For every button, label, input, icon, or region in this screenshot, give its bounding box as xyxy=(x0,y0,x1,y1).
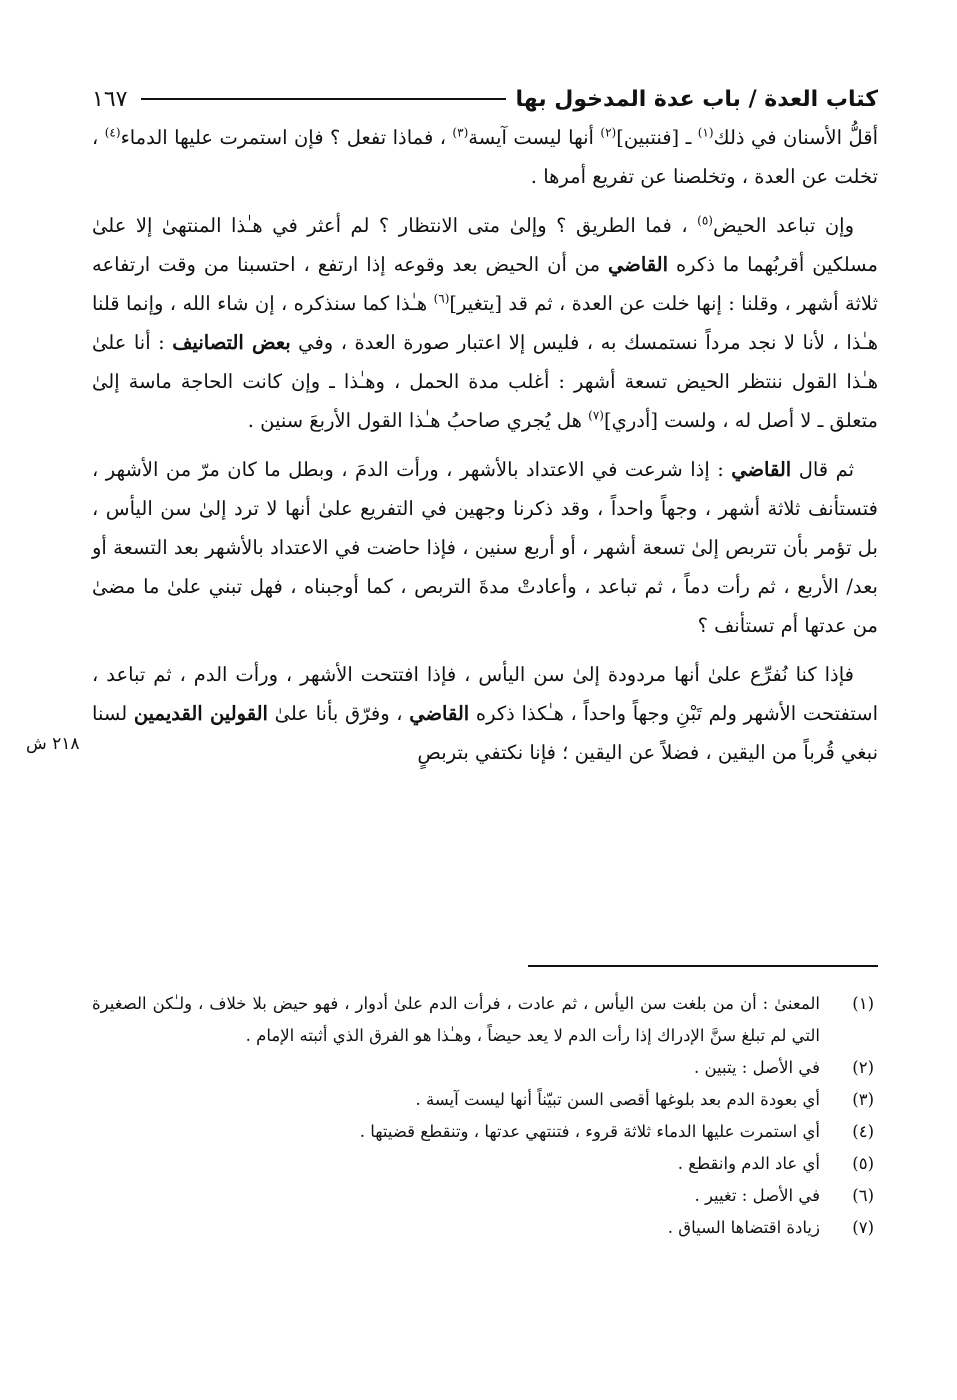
footnote-number: (٢) xyxy=(852,1058,874,1077)
footnote-item xyxy=(92,1212,878,1244)
text-segment: فإذا كنا نُفرِّع علىٰ أنها مردودة إلىٰ سن اليأس ، فإذا افتتحت الأشهر ، ورأت الدم ، ثم تباعد ، استفتحت الأشهر ولم تَبْنِ وجهاً واحداً ، هـٰكذا ذكره xyxy=(92,663,878,725)
footnote-item xyxy=(92,988,878,1052)
footnote-item xyxy=(92,1148,878,1180)
running-title: كتاب العدة / باب عدة المدخول بها xyxy=(515,87,878,112)
text-segment: ، فماذا تفعل ؟ فإن استمرت عليها الدماء xyxy=(120,126,453,149)
text-segment: هـٰذا كما سنذكره ، إن شاء الله ، وإنما قلنا هـٰذا ، لأنا لا نجد مرداً نستمسك به ، فليس إلا اعتبار صورة العدة ، وفي xyxy=(92,292,879,354)
header-rule xyxy=(141,98,505,100)
text-segment: : أنا علىٰ هـٰذا القول ننتظر الحيض تسعة أشهر : أغلب مدة الحمل ، وهـٰذا ـ وإن كانت الحاجة ماسة إلىٰ متعلق ـ لا أصل له ، ولست [أدري] xyxy=(92,331,878,432)
footnote-number: (٥) xyxy=(852,1154,874,1173)
footnote-ref: (١) xyxy=(697,125,714,140)
footnote-item xyxy=(92,1052,878,1084)
footnote-ref: (٢) xyxy=(600,125,617,140)
footnote-number: (١) xyxy=(852,994,874,1013)
footnote-ref: (٧) xyxy=(588,408,604,423)
footnote-divider xyxy=(528,965,878,967)
bold-name: القولين القديمين xyxy=(133,702,268,725)
text-segment: لسنا نبغي قُرباً من اليقين ، فضلاً عن اليقين ؛ فإنا نكتفي بتربصٍ xyxy=(92,702,878,764)
footnote-ref: (٤) xyxy=(104,125,121,140)
page-number: ١٦٧ xyxy=(92,87,128,112)
text-segment: ، فما الطريق ؟ وإلىٰ متى الانتظار ؟ لم أعثر في هـٰذا المنتهىٰ إلا علىٰ مسلكين أقربُهما ما ذكره xyxy=(92,214,878,276)
footnote-text: المعنىٰ : أن من بلغت سن اليأس ، ثم عادت ، فرأت الدم علىٰ أدوار ، فهو حيض بلا خلاف ، ولـٰكن الصغيرة التي لم تبلغ سنَّ الإدراك إذا رأت الدم لا يعد حيضاً ، وهـٰذا هو الفرق الذي أثبته الإمام . xyxy=(92,994,820,1045)
paragraph-3 xyxy=(92,450,878,645)
bold-name: القاضي xyxy=(608,253,669,276)
text-segment: ـ [فنتبين] xyxy=(616,126,698,149)
footnote-ref: (٣) xyxy=(452,125,469,140)
footnote-text: زيادة اقتضاها السياق . xyxy=(667,1218,820,1237)
bold-name: القاضي xyxy=(409,702,470,725)
paragraph-1 xyxy=(92,118,878,196)
footnote-text: أي عاد الدم وانقطع . xyxy=(677,1154,820,1173)
footnote-text: في الأصل : تغيير . xyxy=(694,1186,820,1205)
text-segment: : إذا شرعت في الاعتداد بالأشهر ، ورأت الدمَ ، وبطل ما كان مرّ من الأشهر ، فتستأنف ثلاثة أشهر ، وجهاً واحداً ، وقد ذكرنا وجهين في التفريع علىٰ أنها لا ترد إلىٰ سن اليأس ، بل تؤمر بأن تتربص إلىٰ تسعة أشهر ، أو أربع سنين ، فإذا حاضت في الاعتداد بالأشهر بعد التسعة أو بعد/ الأربع ، ثم رأت دماً ، ثم تباعد ، وأعادتْ مدةَ التربص ، كما أوجبناه ، فهل تبني علىٰ ما مضىٰ من عدتها أم تستأنف ؟ xyxy=(92,458,878,637)
footnote-text: أي استمرت عليها الدماء ثلاثة قروء ، فتنتهي عدتها ، وتنقطع قضيتها . xyxy=(359,1122,820,1141)
footnote-item xyxy=(92,1180,878,1212)
text-segment: أنها ليست آيسة xyxy=(468,126,601,149)
footnote-text: أي بعودة الدم بعد بلوغها أقصى السن تبيّناً أنها ليست آيسة . xyxy=(415,1090,820,1109)
page-header xyxy=(92,70,878,118)
footnote-item xyxy=(92,1116,878,1148)
book-page xyxy=(92,70,878,1370)
text-segment: من أن الحيض بعد وقوعه إذا ارتفع ، احتسبنا من وقت ارتفاعه ثلاثة أشهر ، وقلنا : إنها خلت عن العدة ، ثم قد [يتغير] xyxy=(92,253,878,315)
margin-manuscript-reference: ٢١٨ ش xyxy=(26,734,80,754)
main-text xyxy=(92,118,878,772)
footnote-number: (٤) xyxy=(852,1122,874,1141)
footnote-ref: (٦) xyxy=(433,291,450,306)
paragraph-4 xyxy=(92,655,878,772)
text-segment: ثم قال xyxy=(791,458,855,481)
text-segment: هل يُجري صاحبُ هـٰذا القول الأربعَ سنين . xyxy=(247,409,589,432)
bold-name: بعض التصانيف xyxy=(172,331,291,354)
footnote-number: (٣) xyxy=(852,1090,874,1109)
text-segment: ، تخلت عن العدة ، وتخلصنا عن تفريع أمرها . xyxy=(92,126,878,188)
footnote-ref: (٥) xyxy=(697,213,713,228)
bold-name: القاضي xyxy=(731,458,792,481)
paragraph-2 xyxy=(92,206,878,440)
footnote-number: (٦) xyxy=(852,1186,874,1205)
footnotes xyxy=(92,988,878,1244)
footnote-number: (٧) xyxy=(852,1218,874,1237)
footnote-text: في الأصل : يتبين . xyxy=(693,1058,820,1077)
text-segment: أقلُّ الأسنان في ذلك xyxy=(713,126,879,149)
text-segment: ، وفرّق بأنا علىٰ xyxy=(267,702,410,725)
footnote-item xyxy=(92,1084,878,1116)
text-segment: وإن تباعد الحيض xyxy=(712,214,854,237)
